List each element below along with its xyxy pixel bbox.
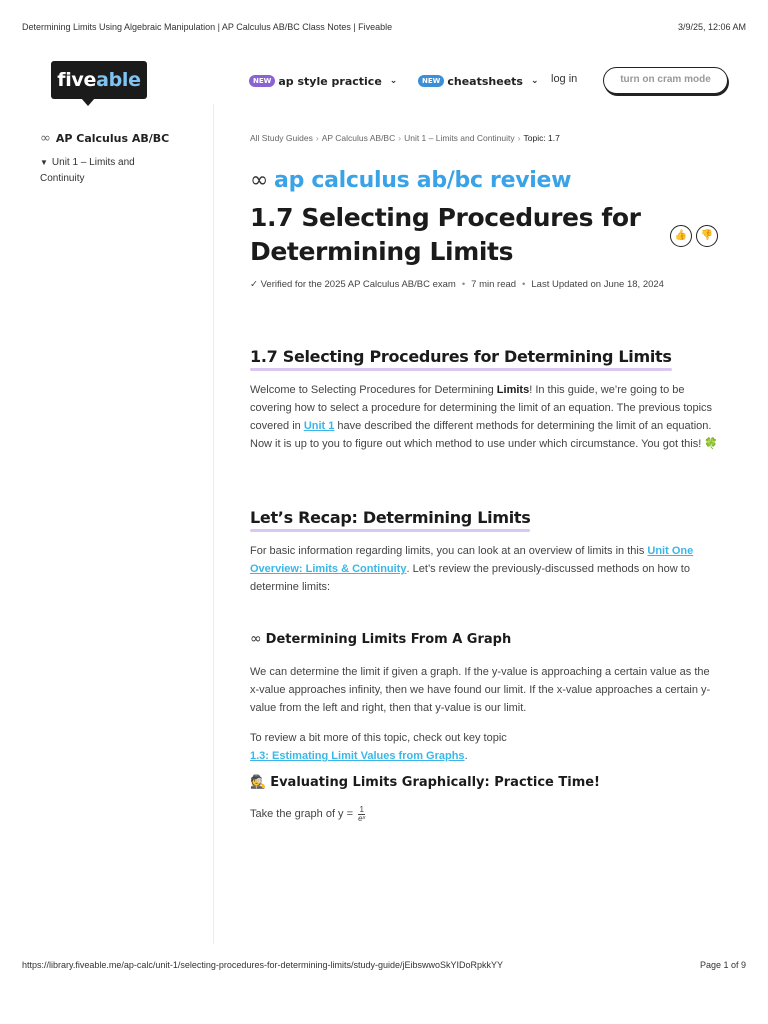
intro-paragraph [250, 381, 720, 453]
meta-verified: Verified for the 2025 AP Calculus AB/BC exam [260, 279, 456, 290]
review-title-text: ap calculus ab/bc review [274, 168, 572, 193]
breadcrumb-current: Topic: 1.7 [523, 133, 560, 143]
chevron-right-icon: › [398, 133, 402, 143]
nav-ap-style-label: ap style practice [278, 74, 382, 88]
sidebar-divider [213, 104, 214, 944]
print-footer [22, 960, 746, 974]
print-page-number: Page 1 of 9 [699, 960, 746, 970]
meta-read-time: 7 min read [471, 279, 517, 290]
estimating-limits-link[interactable]: 1.3: Estimating Limit Values from Graphs [250, 750, 465, 762]
review-title [250, 168, 571, 193]
logo-tail [81, 98, 95, 106]
heading-part: Let’s Recap: [250, 508, 358, 527]
bold-text: Limits [496, 384, 530, 396]
unit-one-overview-link[interactable]: Unit One Overview: Limits & Continuity [250, 545, 694, 575]
article-meta [250, 279, 664, 290]
review-paragraph [250, 729, 720, 765]
unit-1-link[interactable]: Unit 1 [303, 420, 335, 432]
infinity-icon: ∞ [250, 168, 269, 193]
text: ! In this guide, we’re going to be covering how to select a procedure for determining the limit of an equation. The previous topics covered in [250, 384, 713, 432]
sidebar-course-title[interactable] [40, 131, 169, 146]
breadcrumb [250, 133, 560, 143]
section-heading-graph [250, 631, 511, 647]
thumbs-up-icon: 👍 [674, 230, 688, 241]
text: have described the different methods for determining the limit of an equation. Now it is up to you to figure out which method to use under which circumstance. You got this! [250, 420, 712, 450]
sidebar-title-text: AP Calculus AB/BC [55, 132, 170, 145]
heading-part: Determining [362, 508, 472, 527]
print-page-title: Determining Limits Using Algebraic Manipulation | AP Calculus AB/BC Class Notes | Fiveable [22, 22, 393, 32]
clover-emoji: 🍀 [704, 438, 719, 450]
print-url: https://library.fiveable.me/ap-calc/unit-1/selecting-procedures-for-determining-limits/study-guide/jEibswwoSkYIDoRpkkYY [22, 960, 504, 970]
breadcrumb-unit[interactable]: Unit 1 – Limits and Continuity [404, 133, 515, 143]
checkmark-icon: ✓ [250, 279, 258, 290]
login-link[interactable]: log in [551, 73, 578, 85]
print-date: 3/9/25, 12:06 AM [677, 22, 746, 32]
text: . [464, 750, 468, 762]
infinity-icon: ∞ [250, 631, 262, 647]
cram-mode-button[interactable]: turn on cram mode [603, 67, 728, 94]
section-heading-selecting [250, 347, 672, 366]
meta-separator: • [461, 279, 466, 290]
sidebar-unit-label: Unit 1 – Limits and Continuity [40, 157, 135, 184]
logo-text-able: able [96, 69, 141, 91]
thumbs-up-button[interactable] [670, 225, 692, 247]
logo-text-five: five [57, 69, 97, 91]
chevron-down-icon: ⌄ [530, 76, 539, 86]
detective-emoji: 🕵️ [250, 775, 267, 790]
meta-updated: Last Updated on June 18, 2024 [531, 279, 664, 290]
chevron-right-icon: › [315, 133, 319, 143]
print-header [22, 22, 746, 36]
new-badge: NEW [249, 75, 275, 87]
section-heading-recap [250, 508, 530, 527]
text: . Let’s review the previously-discussed methods on how to determine limits: [250, 563, 690, 593]
heading-underline [250, 529, 530, 532]
heading-part: Procedures for Determining [369, 347, 614, 366]
page-title: 1.7 Selecting Procedures for Determining Limits [250, 203, 641, 266]
section-heading-practice [250, 775, 600, 790]
breadcrumb-all-guides[interactable]: All Study Guides [250, 133, 313, 143]
heading-part: Limits [618, 347, 672, 366]
heading-part: Limits [477, 508, 531, 527]
fiveable-logo[interactable] [51, 61, 147, 99]
caret-down-icon: ▼ [40, 158, 48, 167]
fraction-numerator: 1 [359, 804, 364, 814]
heading-text: Evaluating Limits Graphically: Practice Time! [270, 775, 600, 790]
graph-paragraph: We can determine the limit if given a graph. If the y-value is approaching a certain value as the x-value approaches infinity, then we have found our limit. If the x-value approaches a certain y-value from the left and right, then that y-value is our limit. [250, 666, 711, 714]
text: For basic information regarding limits, you can look at an overview of limits in this [250, 545, 648, 557]
text: To review a bit more of this topic, check out key topic [250, 732, 507, 744]
heading-part: 1.7 Selecting [250, 347, 365, 366]
chevron-right-icon: › [517, 133, 521, 143]
practice-paragraph [250, 805, 720, 823]
nav-ap-style-practice[interactable] [249, 73, 397, 89]
chevron-down-icon: ⌄ [389, 76, 398, 86]
fraction [358, 806, 365, 823]
meta-separator: • [522, 279, 526, 290]
fraction-denominator: eˣ [358, 813, 366, 823]
thumbs-down-button[interactable] [696, 225, 718, 247]
nav-cheatsheets-label: cheatsheets [447, 74, 523, 88]
recap-paragraph [250, 542, 720, 596]
new-badge: NEW [418, 75, 444, 87]
thumbs-down-icon: 👎 [700, 230, 714, 241]
sidebar-item-unit-1[interactable] [40, 155, 180, 187]
breadcrumb-course[interactable]: AP Calculus AB/BC [321, 133, 396, 143]
nav-cheatsheets[interactable] [418, 73, 539, 89]
text: Take the graph of y = [250, 808, 357, 820]
text: Welcome to Selecting Procedures for Determining [250, 384, 497, 396]
heading-text: Determining Limits From A Graph [265, 631, 512, 647]
heading-underline [250, 368, 672, 371]
infinity-icon: ∞ [40, 131, 51, 146]
